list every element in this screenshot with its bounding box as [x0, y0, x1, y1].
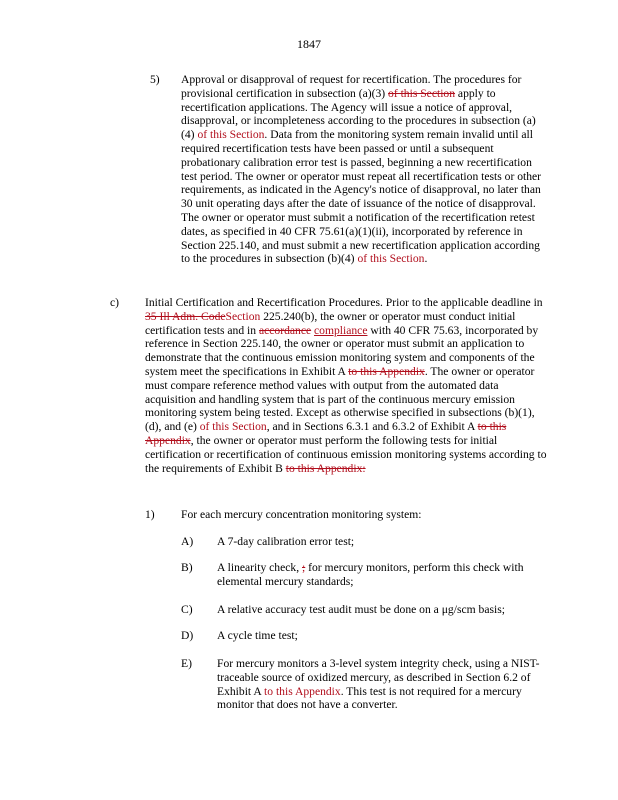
inserted-text: of this Section: [199, 420, 267, 434]
inserted-text: compliance: [314, 323, 368, 337]
text-run: Initial Certification and Recertification Procedures. Prior to the applicable deadline in: [145, 296, 543, 309]
item-e-marker: E): [181, 657, 192, 670]
text-run: . This test is not required for a mercury monitor that does not have a converter.: [217, 684, 522, 712]
text-run: , and in Sections 6.3.1 and 6.3.2 of Exhibit A: [266, 420, 475, 434]
item-5-marker: 5): [150, 73, 160, 86]
item-d-text: A cycle time test;: [217, 629, 298, 642]
deleted-text: 35 Ill Adm. Code: [145, 309, 226, 323]
inserted-text: Section: [225, 309, 261, 323]
page-number: 1847: [297, 37, 321, 51]
text-run: apply to recertification applications. The Agency will issue a notice of approval, disapproval, or incompleteness according to the procedures in subsection (a)(4): [181, 86, 536, 142]
inserted-text: of this Section: [357, 252, 425, 266]
item-c-text: A relative accuracy test audit must be done on a μg/scm basis;: [217, 603, 505, 616]
inserted-text: of this Section: [197, 128, 265, 142]
inserted-text: to this Appendix: [264, 684, 341, 698]
text-run: 225.240(b), the owner or operator must conduct initial certification tests and in: [145, 309, 516, 337]
text-run: . The owner or operator must compare reference method values with output from the automated data acquisition and handling system that is part of the continuous mercury emission monitoring system being tested. Except as otherwise specified in subsections (b)(1), (d), and (e): [145, 364, 535, 434]
text-run: Approval or disapproval of request for recertification. The procedures for provisional certification in subsection (a)(3): [181, 73, 522, 100]
item-b-text: [217, 561, 549, 589]
section-c-paragraph: [145, 296, 549, 475]
text-run: A linearity check,: [217, 561, 300, 574]
deleted-text: accordance: [258, 323, 312, 337]
text-run: . Data from the monitoring system remain invalid until all required recertification tests have been passed or until a subsequent probationary calibration error test is passed, beginning a new recertification test period. The owner or operator must repeat all recertification tests or other requirements, as indicated in the Agency's notice of disapproval, no later than 30 unit operating days after the date of issuance of the notice of disapproval. The owner or operator must submit a notification of the recertification retest dates, as specified in 40 CFR 75.61(a)(1)(ii), incorporated by reference in Section 225.140, and must submit a new recertification application according to the procedures in subsection (b)(4): [181, 128, 542, 266]
text-run: with 40 CFR 75.63, incorporated by reference in Section 225.140, the owner or operator must submit an application to demonstrate that the continuous emission monitoring system and components of the system meet the specifications in Exhibit A: [145, 323, 539, 378]
item-b-marker: B): [181, 561, 193, 574]
deleted-text: :: [362, 461, 366, 475]
item-d-marker: D): [181, 629, 194, 642]
item-a-marker: A): [181, 535, 194, 548]
deleted-text: to this Appendix: [348, 364, 425, 378]
deleted-text: to this Appendix: [285, 461, 363, 475]
sub-1-text: For each mercury concentration monitoring system:: [181, 508, 422, 521]
text-run: for mercury monitors, perform this check with elemental mercury standards;: [217, 561, 524, 588]
text-run: For mercury monitors a 3-level system integrity check, using a NIST-traceable source of oxidized mercury, as described in Section 6.2 of Exhibit A: [217, 657, 540, 698]
sub-1-marker: 1): [145, 508, 155, 521]
deleted-text: ;: [302, 561, 306, 574]
text-run: .: [424, 252, 428, 266]
item-a-text: A 7-day calibration error test;: [217, 535, 355, 548]
item-5-paragraph: [181, 73, 549, 266]
section-c-marker: c): [110, 296, 120, 309]
item-c-marker: C): [181, 603, 193, 616]
text-run: , the owner or operator must perform the following tests for initial certification or recertification of continuous emission monitoring systems according to the requirements of Exhibit B: [145, 433, 547, 475]
item-e-text: [217, 657, 549, 712]
deleted-text: to this Appendix: [145, 420, 507, 447]
deleted-text: of this Section: [388, 86, 456, 100]
